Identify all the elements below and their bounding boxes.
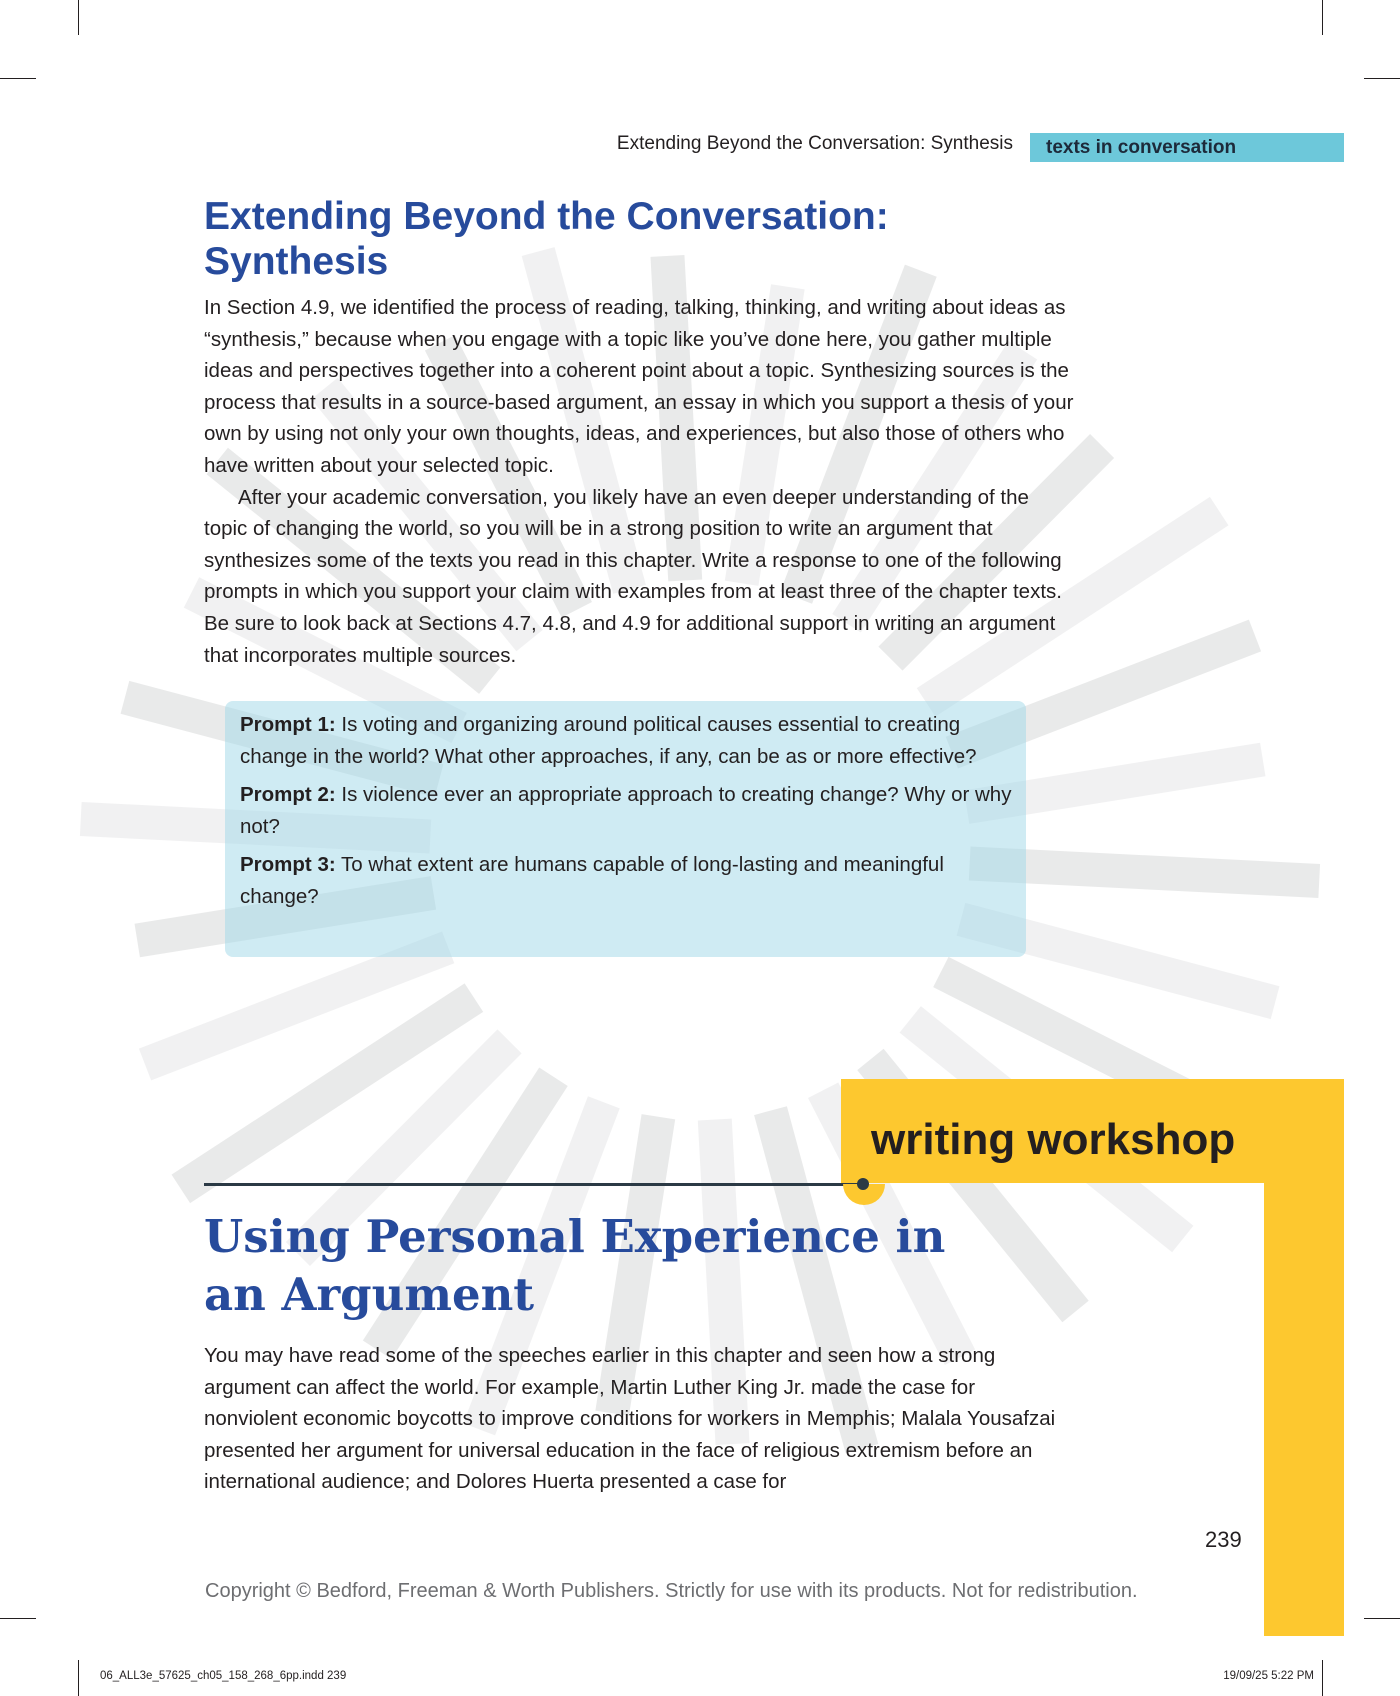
crop-mark [0,1618,36,1619]
prompt-item [240,779,1020,842]
prompt-label: Prompt 1: [240,713,336,736]
rule-dot [857,1178,869,1190]
prompt-item [240,849,1020,912]
body-paragraph: After your academic conversation, you likely have an even deeper understanding of the topic of changing the world, so you will be in a strong position to write an argument that synthesizes some of the texts you read in this chapter. Write a response to one of the following prompts in which you support your claim with examples from at least three of the chapter texts. Be sure to look back at Sections 4.7, 4.8, and 4.9 for additional support in writing an argument that incorporates multiple sources. [204,485,1062,667]
prompt-text: Is voting and organizing around political causes essential to creating change in the world? What other approaches, if any, can be as or more effective? [240,713,977,768]
crop-mark [1364,1618,1400,1619]
section-tab-label: texts in conversation [1046,137,1237,158]
slug-file: 06_ALL3e_57625_ch05_158_268_6pp.indd 239 [100,1670,347,1682]
crop-mark [1322,1660,1323,1696]
copyright-notice: Copyright © Bedford, Freeman & Worth Publishers. Strictly for use with its products. Not for redistribution. [205,1580,1138,1602]
synthesis-heading: Extending Beyond the Conversation: Synthesis [204,195,889,283]
crop-mark [1322,0,1323,35]
crop-mark [78,0,79,35]
workshop-sidebar [1264,1079,1344,1636]
synthesis-body [204,292,1074,671]
prompt-text: Is violence ever an appropriate approach to creating change? Why or why not? [240,783,1012,838]
prompt-item [240,709,1020,772]
crop-mark [0,78,36,79]
watermark-ray [172,983,484,1203]
workshop-title: writing workshop [871,1115,1236,1164]
section-tab [1030,133,1344,162]
slug-date: 19/09/25 5:22 PM [1223,1670,1314,1682]
crop-mark [1364,78,1400,79]
body-paragraph: In Section 4.9, we identified the process of reading, talking, thinking, and writing about ideas as “synthesis,” because when you engage with a topic like you’ve done here, you gather multiple ideas and perspectives together into a coherent point about a topic. Synthesizing sources is the process that results in a source-based argument, an essay in which you support a thesis of your own by using not only your own thoughts, ideas, and experiences, but also those of others who have written about your selected topic. [204,296,1074,477]
prompt-label: Prompt 2: [240,783,336,807]
body-paragraph: You may have read some of the speeches earlier in this chapter and seen how a strong argument can affect the world. For example, Martin Luther King Jr. made the case for nonviolent economic boycotts to improve conditions for workers in Memphis; Malala Yousafzai presented her argument for universal education in the face of religious extremism before an international audience; and Dolores Huerta presented a case for [204,1344,1056,1494]
workshop-body [204,1340,1074,1498]
prompt-list [240,709,1020,920]
rule-line [204,1183,864,1186]
workshop-heading: Using Personal Experience in an Argument [204,1210,946,1321]
prompt-text: To what extent are humans capable of long-lasting and meaningful change? [240,853,944,908]
prompt-label: Prompt 3: [240,853,336,877]
page-number: 239 [1205,1527,1242,1552]
crop-mark [78,1660,79,1696]
running-head-title: Extending Beyond the Conversation: Synthesis [616,133,1013,154]
